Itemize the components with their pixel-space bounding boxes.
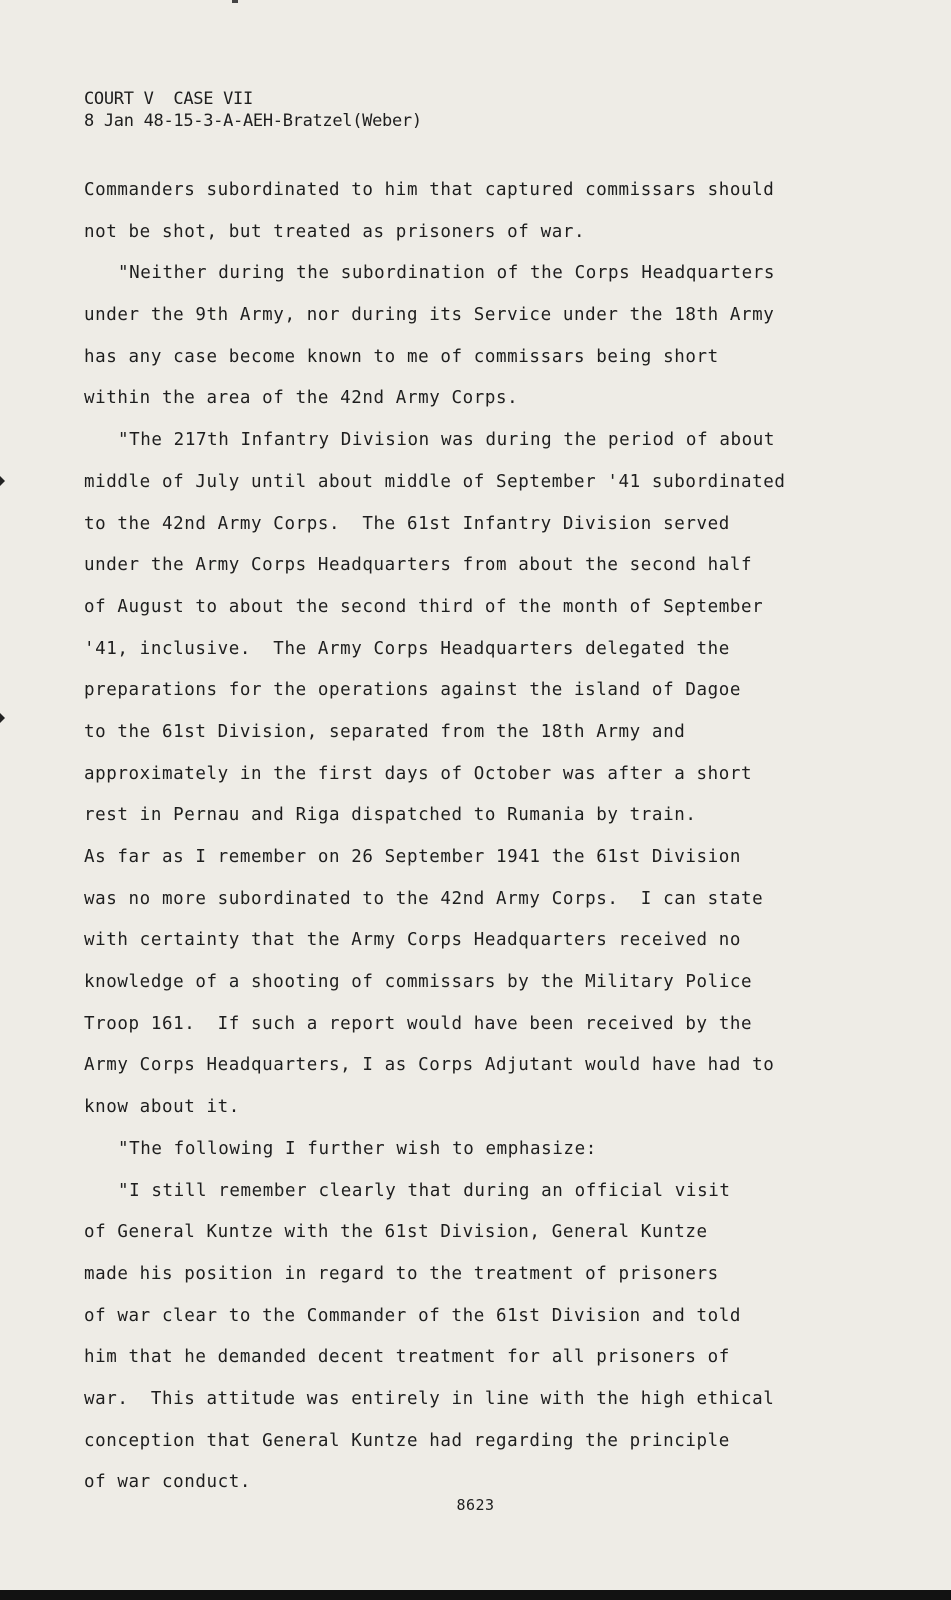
text-line: under the Army Corps Headquarters from about the second half <box>84 555 753 576</box>
text-line: with certainty that the Army Corps Headquarters received no <box>84 930 742 951</box>
text-line: rest in Pernau and Riga dispatched to Rumania by train. <box>84 805 697 826</box>
text-line: within the area of the 42nd Army Corps. <box>84 388 519 409</box>
text-line: As far as I remember on 26 September 1941 the 61st Division <box>84 847 742 867</box>
text-line: know about it. <box>84 1097 240 1118</box>
court-case-line: COURT V CASE VII <box>84 89 253 109</box>
text-line: under the 9th Army, nor during its Service under the 18th Army <box>84 305 775 326</box>
text-line: Army Corps Headquarters, I as Corps Adjutant would have had to <box>84 1055 775 1076</box>
text-line: knowledge of a shooting of commissars by the Military Police <box>84 972 753 993</box>
text-line: of war clear to the Commander of the 61st Division and told <box>84 1305 742 1326</box>
text-line: "Neither during the subordination of the Corps Headquarters <box>118 263 776 284</box>
text-line: "The following I further wish to emphasize: <box>118 1138 597 1159</box>
text-line: not be shot, but treated as prisoners of war. <box>84 221 586 242</box>
reference-line: 8 Jan 48-15-3-A-AEH-Bratzel(Weber) <box>84 111 422 131</box>
document-header <box>84 88 422 132</box>
text-line: of General Kuntze with the 61st Division, General Kuntze <box>84 1222 708 1243</box>
text-line: conception that General Kuntze had regarding the principle <box>84 1430 730 1451</box>
text-line: preparations for the operations against the island of Dagoe <box>84 680 742 701</box>
text-line: him that he demanded decent treatment for all prisoners of <box>84 1347 730 1368</box>
margin-mark <box>0 713 5 723</box>
page-number: 8623 <box>456 1496 495 1514</box>
scan-mark <box>232 0 238 3</box>
document-body <box>84 170 884 1504</box>
text-line: '41, inclusive. The Army Corps Headquarters delegated the <box>84 638 730 659</box>
text-line: "I still remember clearly that during an official visit <box>118 1180 731 1201</box>
text-line: was no more subordinated to the 42nd Army Corps. I can state <box>84 888 764 909</box>
text-line: war. This attitude was entirely in line with the high ethical <box>84 1388 775 1409</box>
text-line: middle of July until about middle of September '41 subordinated <box>84 471 786 492</box>
text-line: "The 217th Infantry Division was during the period of about <box>118 430 776 451</box>
text-line: Commanders subordinated to him that captured commissars should <box>84 180 775 200</box>
text-line: of August to about the second third of the month of September <box>84 596 764 617</box>
text-line: of war conduct. <box>84 1472 252 1493</box>
text-line: to the 61st Division, separated from the 18th Army and <box>84 721 686 742</box>
text-line: made his position in regard to the treatment of prisoners <box>84 1263 719 1284</box>
text-line: Troop 161. If such a report would have been received by the <box>84 1013 753 1034</box>
text-line: to the 42nd Army Corps. The 61st Infantry Division served <box>84 513 730 534</box>
text-line: approximately in the first days of October was after a short <box>84 763 753 784</box>
text-line: has any case become known to me of commissars being short <box>84 346 719 367</box>
margin-mark <box>0 476 5 486</box>
